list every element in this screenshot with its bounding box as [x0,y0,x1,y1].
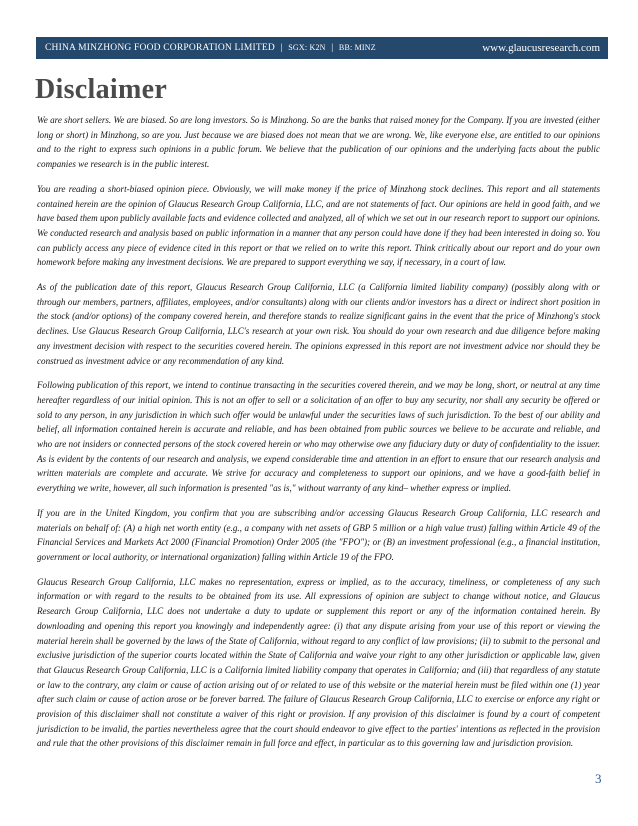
page-title: Disclaimer [35,74,168,105]
header-company-line [45,43,376,53]
header-separator: | [331,43,334,53]
header-separator: | [280,43,283,53]
company-name: CHINA MINZHONG FOOD CORPORATION LIMITED [45,43,275,53]
header-bar [36,37,608,59]
paragraph: We are short sellers. We are biased. So are long investors. So is Minzhong. So are the banks that raised money for the Company. If you are invested (either long or short) in Minzhong, so are you. Just because we are biased does not mean that we are wrong. We, like everyone else, are entitled to our opinions and to the right to express such opinions in a public forum. We believe that the publication of our opinions and the underlying facts about the public companies we research is in the public interest. [37,115,600,170]
paragraph: You are reading a short-biased opinion piece. Obviously, we will make money if the price of Minzhong stock declines. This report and all statements contained herein are the opinion of Glaucus Research Group California, LLC, and are not statements of fact. Our opinions are held in good faith, and we have based them upon publicly available facts and evidence collected and analyzed, all of which we set out in our research report to support our opinions. We conducted research and analysis based on public information in a manner that any person could have done if they had been interested in doing so. You can publicly access any piece of evidence cited in this report or that we relied on to write this report. Think critically about our report and do your own homework before making any investment decisions. We are prepared to support everything we say, if necessary, in a court of law. [37,183,600,268]
paragraph: Following publication of this report, we intend to continue transacting in the securities covered therein, and we may be long, short, or neutral at any time hereafter regardless of our initial opinion. This is not an offer to sell or a solicitation of an offer to buy any security, nor shall any security be offered or sold to any person, in any jurisdiction in which such offer would be unlawful under the securities laws of such jurisdiction. To the best of our ability and belief, all information contained herein is accurate and reliable, and has been obtained from public sources we believe to be accurate and reliable, and who are not insiders or connected persons of the stock covered herein or who may otherwise owe any fiduciary duty or duty of confidentiality to the issuer. As is evident by the contents of our research and analysis, we expend considerable time and attention in an effort to ensure that our research analysis and written materials are complete and accurate. We strive for accuracy and completeness to support our opinions, and we have a good-faith belief in everything we write, however, all such information is presented "as is," without warranty of any kind– whether express or implied. [37,380,600,494]
page-number: 3 [595,771,602,786]
paragraph: If you are in the United Kingdom, you confirm that you are subscribing and/or accessing Glaucus Research Group California, LLC research and materials on behalf of: (A) a high net worth entity (e.g., a company with net assets of GBP 5 million or a high value trust) falling within Article 49 of the Financial Services and Markets Act 2000 (Financial Promotion) Order 2005 (the "FPO"); or (B) an investment professional (e.g., a financial institution, government or local authority, or international organization) falling within Article 19 of the FPO. [37,507,600,562]
paragraph: Glaucus Research Group California, LLC makes no representation, express or implied, as to the accuracy, timeliness, or completeness of any such information or with regard to the results to be obtained from its use. All expressions of opinion are subject to change without notice, and Glaucus Research Group California, LLC does not undertake a duty to update or supplement this report or any of the information contained herein. By downloading and opening this report you knowingly and independently agree: (i) that any dispute arising from your use of this report or viewing the material herein shall be governed by the laws of the State of California, without regard to any conflict of law provisions; (ii) to submit to the personal and exclusive jurisdiction of the superior courts located within the State of California and waive your right to any other jurisdiction or applicable law, given that Glaucus Research Group California, LLC is a California limited liability company that operates in California; and (iii) that regardless of any statute or law to the contrary, any claim or cause of action arising out of or related to use of this website or the material herein must be filed within one (1) year after such claim or cause of action arose or be forever barred. The failure of Glaucus Research Group California, LLC to exercise or enforce any right or provision of this disclaimer shall not constitute a waiver of this right or provision. If any provision of this disclaimer is found by a court of competent jurisdiction to be invalid, the parties nevertheless agree that the court should endeavor to give effect to the parties' intentions as reflected in the provision and rule that the other provisions of this disclaimer remain in full force and effect, in particular as to this governing law and jurisdiction provision. [37,576,600,749]
sgx-ticker: SGX: K2N [288,43,326,52]
paragraph: As of the publication date of this report, Glaucus Research Group California, LLC (a California limited liability company) (possibly along with or through our members, partners, affiliates, employees, and/or consultants) along with our clients and/or investors has a direct or indirect short position in the stock (and/or options) of the company covered herein, and therefore stands to realize significant gains in the event that the price of Minzhong's stock declines. Use Glaucus Research Group California, LLC's research at your own risk. You should do your own research and due diligence before making any investment decision with respect to the securities covered herein. The opinions expressed in this report are not investment advice nor should they be construed as investment advice or any recommendation of any kind. [37,282,600,366]
disclaimer-body [37,113,600,761]
bb-ticker: BB: MINZ [338,43,376,52]
website-link[interactable]: www.glaucusresearch.com [482,42,600,54]
